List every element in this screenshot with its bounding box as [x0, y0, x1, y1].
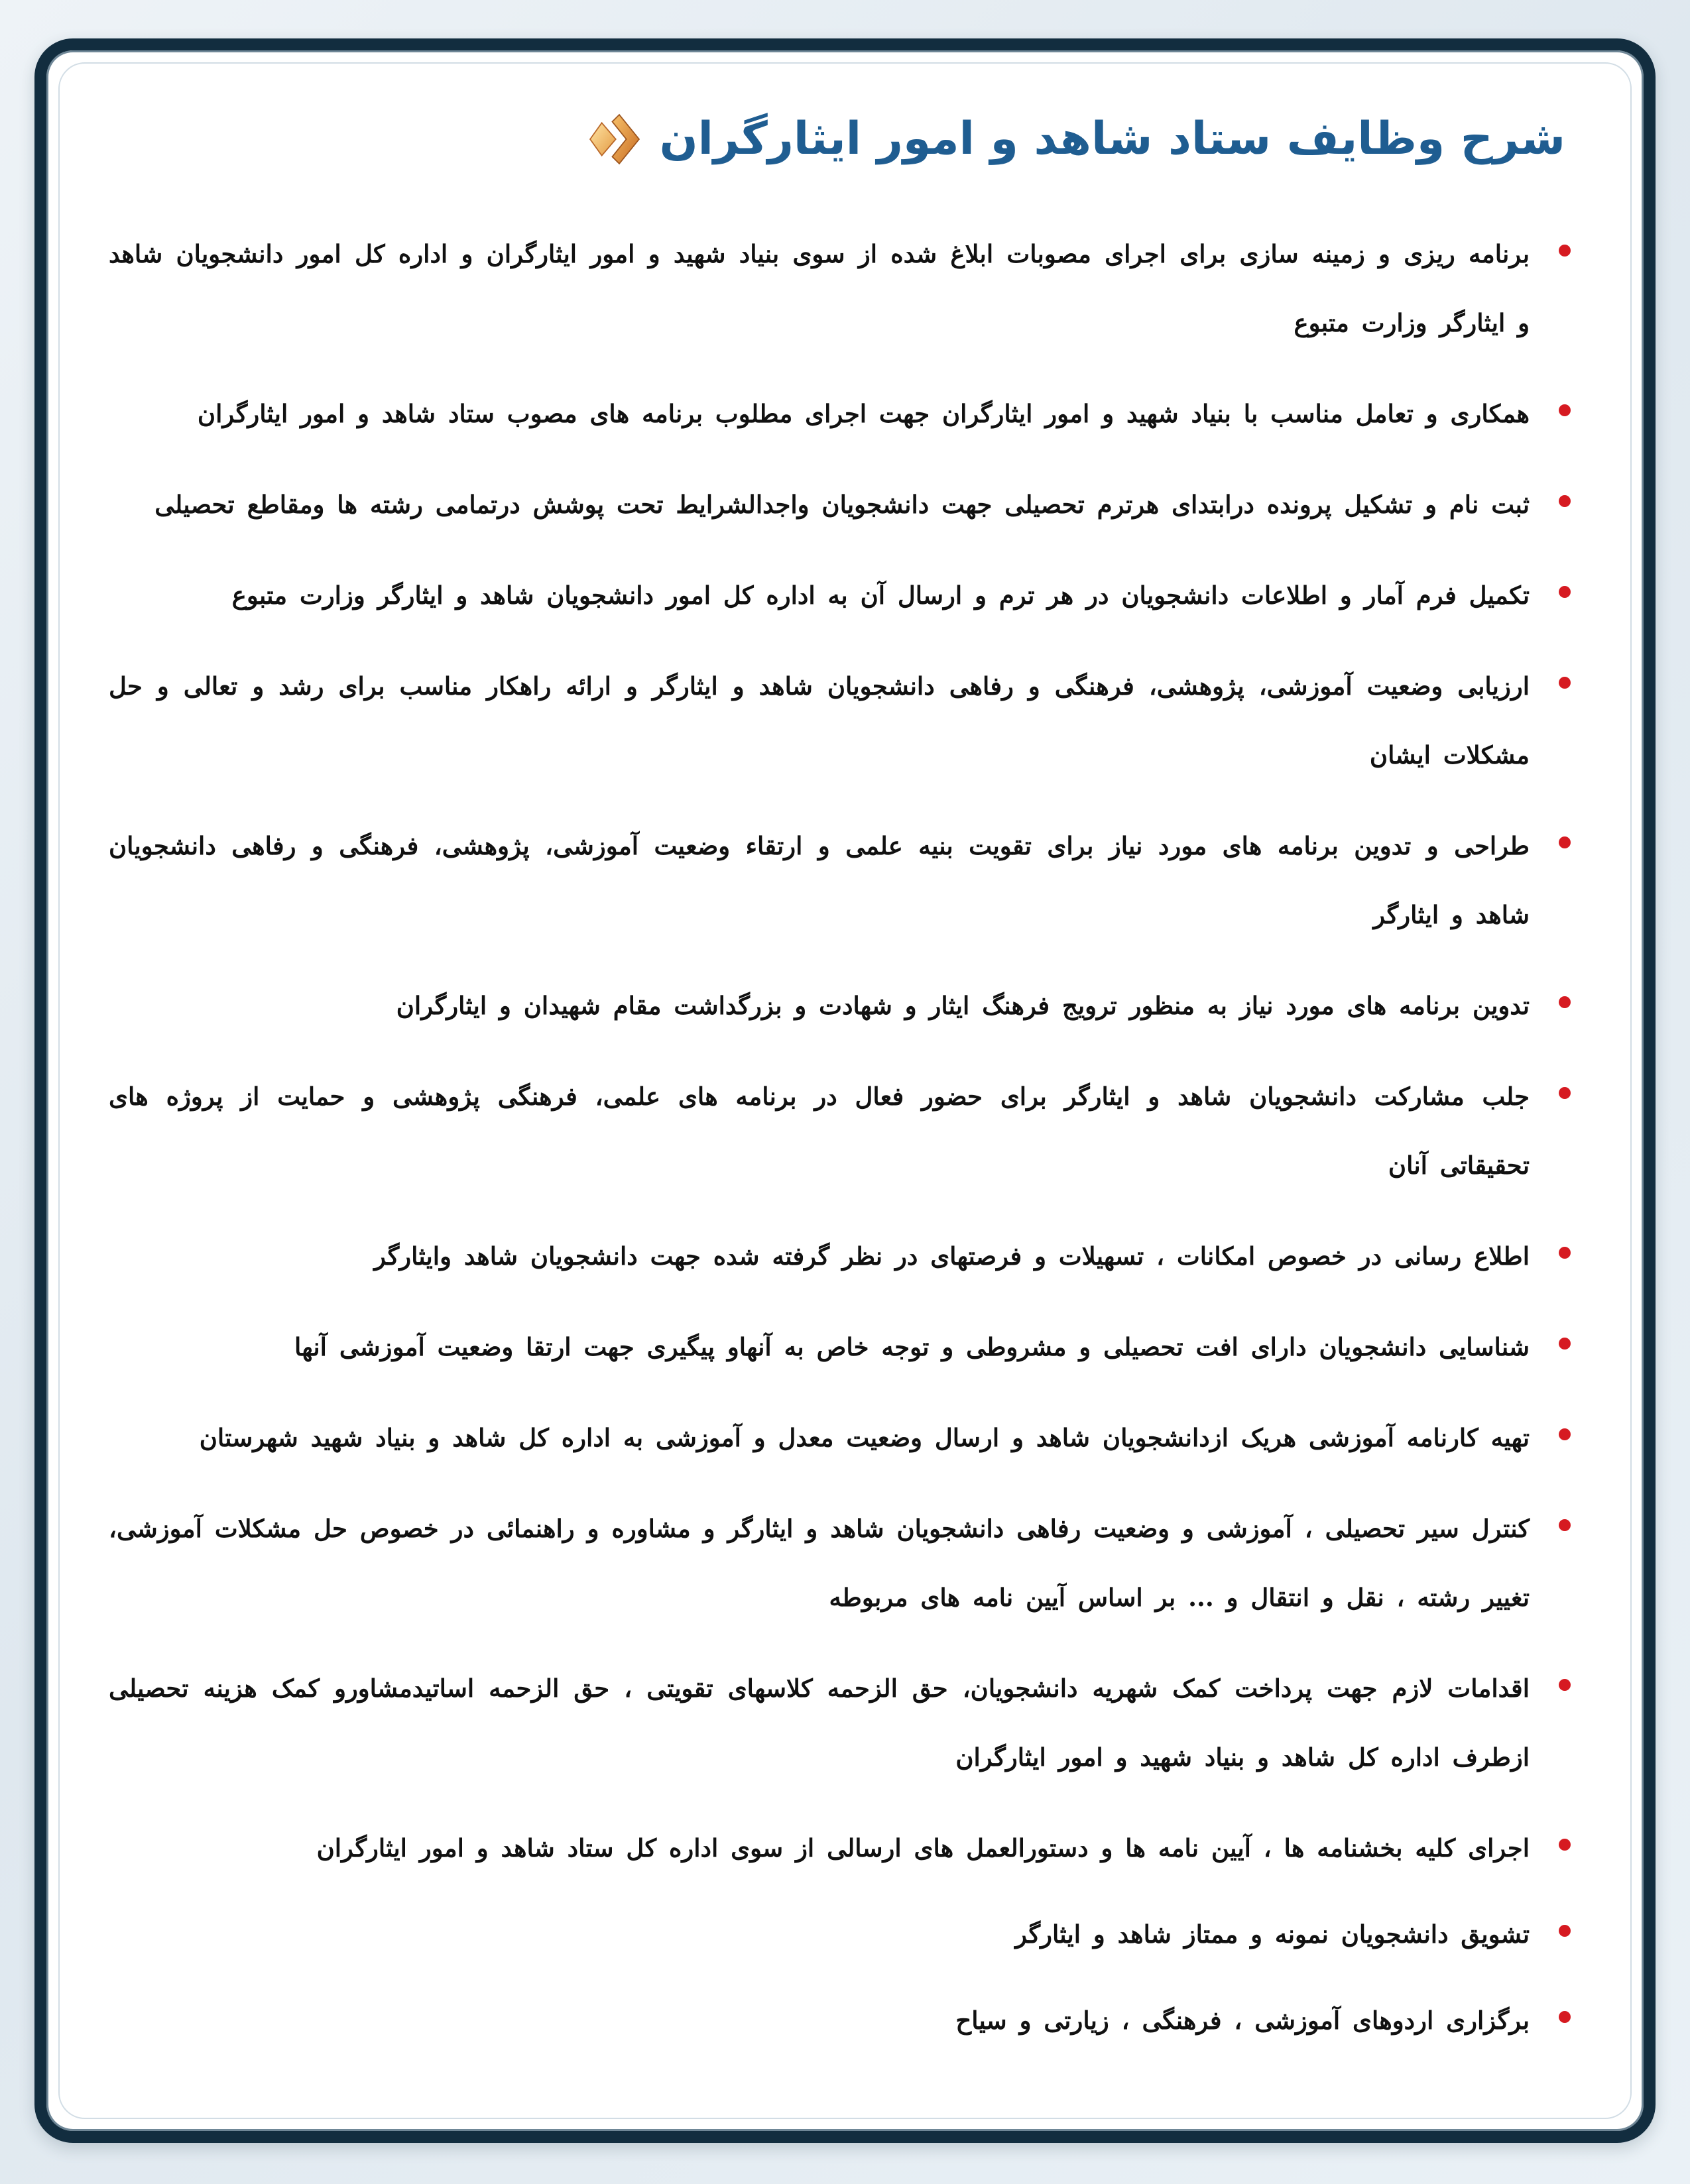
- list-item: [109, 1813, 1571, 1882]
- list-item: [109, 1986, 1571, 2055]
- red-bullet-icon: [1559, 586, 1571, 598]
- list-item-text: ثبت نام و تشکیل پرونده درابتدای هرترم تحصیلی جهت دانشجویان واجدالشرایط تحت پوشش درتمامی رشته ها ومقاطع تحصیلی: [154, 490, 1530, 519]
- list-item: [109, 1900, 1571, 1969]
- list-item: [109, 1062, 1571, 1200]
- list-item-text: برنامه ریزی و زمینه سازی برای اجرای مصوبات ابلاغ شده از سوی بنیاد شهید و امور ایثارگران و اداره کل امور دانشجویان شاهد و ایثارگر وزارت متبوع: [109, 239, 1530, 337]
- page-frame: [34, 38, 1656, 2143]
- red-bullet-icon: [1559, 1247, 1571, 1259]
- list-item: [109, 561, 1571, 630]
- list-item-text: طراحی و تدوین برنامه های مورد نیاز برای تقویت بنیه علمی و ارتقاء وضعیت آموزشی، پژوهشی، فرهنگی و رفاهی دانشجویان شاهد و ایثارگر: [109, 831, 1530, 929]
- list-item: [109, 1494, 1571, 1632]
- red-bullet-icon: [1559, 1925, 1571, 1937]
- red-bullet-icon: [1559, 404, 1571, 416]
- list-item-text: برگزاری اردوهای آموزشی ، فرهنگی ، زیارتی و سیاح: [955, 2006, 1530, 2035]
- list-item: [109, 1403, 1571, 1472]
- red-bullet-icon: [1559, 245, 1571, 257]
- list-item: [109, 1222, 1571, 1291]
- list-item-text: شناسایی دانشجویان دارای افت تحصیلی و مشروطی و توجه خاص به آنهاو پیگیری جهت ارتقا وضعیت آموزشی آنها: [294, 1332, 1530, 1361]
- page-title: شرح وظایف ستاد شاهد و امور ایثارگران: [659, 113, 1565, 165]
- red-bullet-icon: [1559, 1338, 1571, 1350]
- red-bullet-icon: [1559, 996, 1571, 1008]
- list-item: [109, 1312, 1571, 1381]
- page-header: [585, 110, 1565, 168]
- red-bullet-icon: [1559, 677, 1571, 689]
- list-item-text: تشویق دانشجویان نمونه و ممتاز شاهد و ایثارگر: [1015, 1920, 1530, 1949]
- list-item: [109, 470, 1571, 539]
- list-item: [109, 379, 1571, 448]
- list-item: [109, 1654, 1571, 1792]
- list-item-text: تکمیل فرم آمار و اطلاعات دانشجویان در هر ترم و ارسال آن به اداره کل امور دانشجویان شاهد و ایثارگر وزارت متبوع: [231, 581, 1530, 610]
- list-item-text: ارزیابی وضعیت آموزشی، پژوهشی، فرهنگی و رفاهی دانشجویان شاهد و ایثارگر و ارائه راهکار مناسب برای رشد و تعالی و حل مشکلات ایشان: [109, 671, 1530, 770]
- list-item-text: اقدامات لازم جهت پرداخت کمک شهریه دانشجویان، حق الزحمه کلاسهای تقویتی ، حق الزحمه اساتیدمشاورو کمک هزینه تحصیلی ازطرف اداره کل شاهد و بنیاد شهید و امور ایثارگران: [109, 1674, 1530, 1772]
- red-bullet-icon: [1559, 1839, 1571, 1851]
- list-item: [109, 811, 1571, 949]
- list-item-text: تهیه کارنامه آموزشی هریک ازدانشجویان شاهد و ارسال وضعیت معدل و آموزشی به اداره کل شاهد و بنیاد شهید شهرستان: [199, 1423, 1530, 1452]
- red-bullet-icon: [1559, 1428, 1571, 1440]
- duties-content: [109, 219, 1571, 2072]
- duties-list: [109, 219, 1571, 2055]
- red-bullet-icon: [1559, 2011, 1571, 2023]
- list-item: [109, 652, 1571, 789]
- list-item-text: همکاری و تعامل مناسب با بنیاد شهید و امور ایثارگران جهت اجرای مطلوب برنامه های مصوب ستاد شاهد و امور ایثارگران: [197, 399, 1530, 428]
- list-item-text: اطلاع رسانی در خصوص امکانات ، تسهیلات و فرصتهای در نظر گرفته شده جهت دانشجویان شاهد وایثارگر: [374, 1241, 1530, 1271]
- red-bullet-icon: [1559, 1679, 1571, 1691]
- list-item-text: تدوین برنامه های مورد نیاز به منظور ترویج فرهنگ ایثار و شهادت و بزرگداشت مقام شهیدان و ایثارگران: [396, 991, 1530, 1020]
- red-bullet-icon: [1559, 836, 1571, 848]
- red-bullet-icon: [1559, 1087, 1571, 1099]
- list-item-text: اجرای کلیه بخشنامه ها ، آیین نامه ها و دستورالعمل های ارسالی از سوی اداره کل ستاد شاهد و امور ایثارگران: [316, 1833, 1530, 1863]
- list-item-text: جلب مشارکت دانشجویان شاهد و ایثارگر برای حضور فعال در برنامه های علمی، فرهنگی پژوهشی و حمایت از پروژه های تحقیقاتی آنان: [109, 1082, 1530, 1180]
- list-item-text: کنترل سیر تحصیلی ، آموزشی و وضعیت رفاهی دانشجویان شاهد و ایثارگر و مشاوره و راهنمائی در خصوص حل مشکلات آموزشی، تغییر رشته ، نقل و انتقال و ... بر اساس آیین نامه های مربوطه: [109, 1514, 1530, 1612]
- diamond-arrow-icon: [585, 110, 644, 168]
- red-bullet-icon: [1559, 1519, 1571, 1531]
- list-item: [109, 219, 1571, 357]
- list-item: [109, 971, 1571, 1040]
- red-bullet-icon: [1559, 495, 1571, 507]
